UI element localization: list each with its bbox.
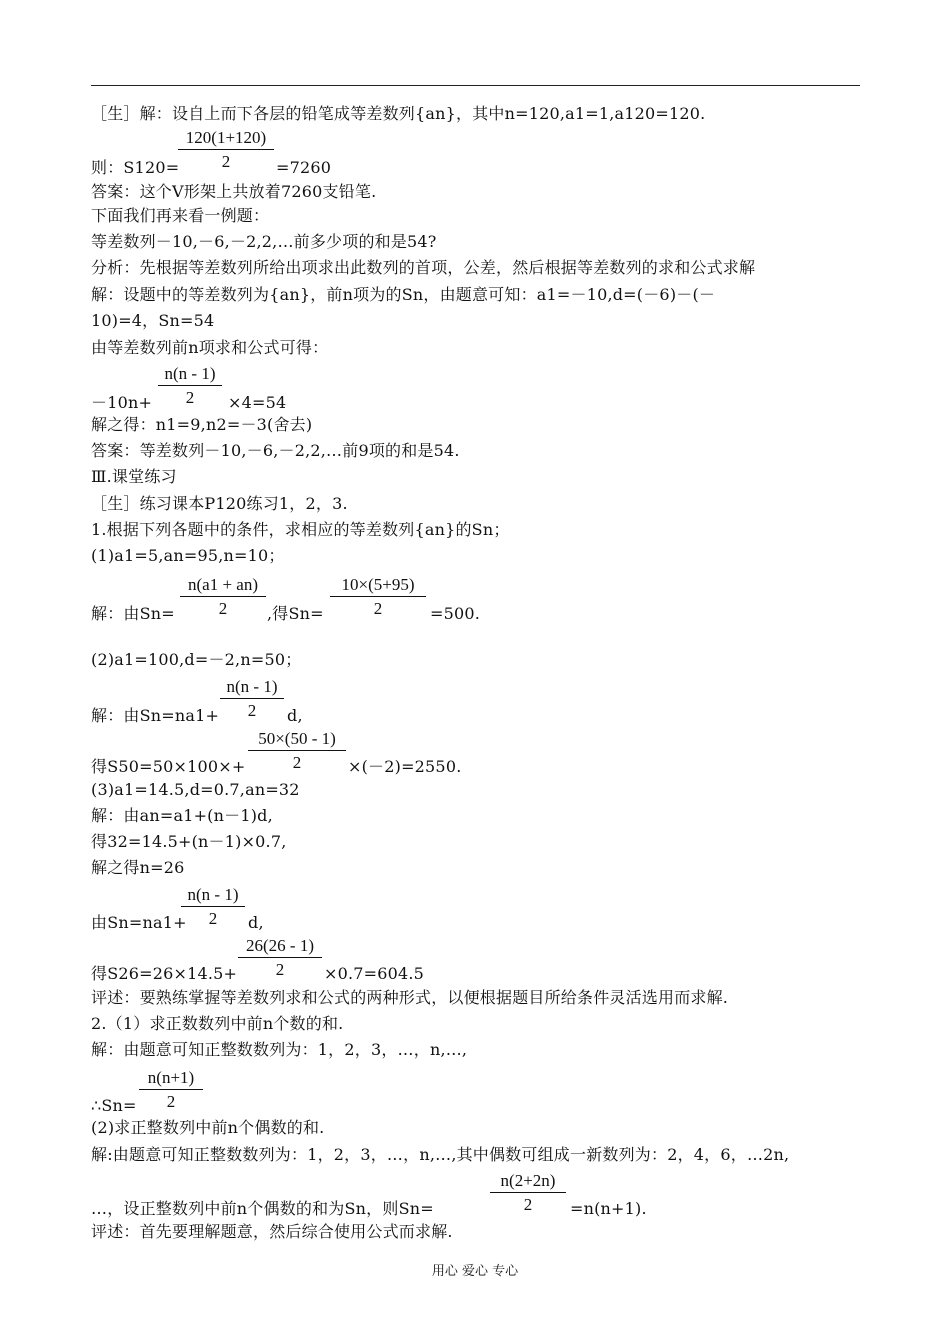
- text-line: －10n+: [91, 393, 153, 412]
- text-line: ［生］解：设自上而下各层的铅笔成等差数列{an}，其中n=120,a1=1,a120=120.: [91, 104, 706, 123]
- section-heading: Ⅲ.课堂练习: [91, 467, 177, 486]
- text-line: 解：由题意可知正整数数列为：1，2，3，…，n,…,: [91, 1040, 468, 1059]
- fraction: [139, 1065, 203, 1115]
- text-line: 由Sn=na1+: [91, 913, 187, 932]
- fraction-denominator: 2: [166, 1092, 176, 1111]
- text-line: 评述：首先要理解题意，然后综合使用公式而求解.: [91, 1222, 453, 1241]
- text-line: 解：由an=a1+(n－1)d,: [91, 806, 273, 825]
- text-line: 评述：要熟练掌握等差数列求和公式的两种形式，以便根据题目所给条件灵活选用而求解.: [91, 988, 729, 1007]
- fraction-denominator: 2: [208, 909, 218, 928]
- text-line: (2)求正整数列中前n个偶数的和.: [91, 1118, 325, 1137]
- text-line: 解之得：n1=9,n2=－3(舍去): [91, 415, 313, 434]
- text-line: =n(n+1).: [570, 1199, 647, 1218]
- fraction-denominator: 2: [523, 1195, 533, 1214]
- fraction-bar: [180, 596, 266, 597]
- text-line: d,: [287, 706, 303, 725]
- text-line: 由等差数列前n项求和公式可得：: [91, 338, 329, 357]
- text-line: (2)a1=100,d=－2,n=50；: [91, 650, 302, 669]
- text-line: 解：由Sn=: [91, 604, 175, 623]
- text-line: 等差数列－10,－6,－2,2,…前多少项的和是54?: [91, 232, 437, 251]
- fraction-denominator: 2: [292, 753, 302, 772]
- text-line: ×4=54: [228, 393, 287, 412]
- fraction: [180, 572, 266, 622]
- text-line: (1)a1=5,an=95,n=10；: [91, 546, 285, 565]
- fraction-denominator: 2: [247, 701, 257, 720]
- text-line: 则：S120=: [91, 158, 180, 177]
- text-line: (3)a1=14.5,d=0.7,an=32: [91, 780, 300, 799]
- fraction-bar: [139, 1089, 203, 1090]
- fraction: [181, 882, 245, 932]
- fraction-bar: [248, 750, 346, 751]
- text-line: 得S50=50×100×+: [91, 757, 246, 776]
- text-line: 得32=14.5+(n－1)×0.7,: [91, 832, 287, 851]
- fraction-denominator: 2: [185, 388, 195, 407]
- text-line: ×0.7=604.5: [324, 964, 425, 983]
- fraction-bar: [158, 385, 222, 386]
- text-line: d,: [248, 913, 264, 932]
- fraction: [238, 933, 322, 983]
- text-line: ×(－2)=2550.: [348, 757, 462, 776]
- fraction-numerator: n(n - 1): [164, 364, 216, 383]
- text-line: 分析：先根据等差数列所给出项求出此数列的首项，公差，然后根据等差数列的求和公式求解: [91, 258, 756, 277]
- text-line: 解：由Sn=na1+: [91, 706, 220, 725]
- fraction: [220, 674, 284, 724]
- fraction-bar: [490, 1192, 566, 1193]
- fraction-numerator: 10×(5+95): [341, 575, 415, 594]
- text-line: =7260: [276, 158, 332, 177]
- fraction-numerator: 120(1+120): [185, 128, 267, 147]
- fraction-denominator: 2: [218, 599, 228, 618]
- text-line: 解之得n=26: [91, 858, 185, 877]
- fraction-denominator: 2: [373, 599, 383, 618]
- fraction-bar: [178, 149, 274, 150]
- fraction: [248, 726, 346, 776]
- text-line: 10)=4，Sn=54: [91, 311, 215, 330]
- header-rule: [91, 85, 860, 86]
- text-line: =500.: [430, 604, 481, 623]
- fraction: [178, 125, 274, 175]
- fraction-denominator: 2: [275, 960, 285, 979]
- text-line: …，设正整数列中前n个偶数的和为Sn，则Sn=: [91, 1199, 434, 1218]
- fraction-bar: [181, 906, 245, 907]
- fraction-numerator: 50×(50 - 1): [258, 729, 336, 748]
- page-footer: 用心 爱心 专心: [431, 1264, 519, 1279]
- fraction: [158, 361, 222, 411]
- text-line: 解：设题中的等差数列为{an}，前n项为的Sn，由题意可知：a1=－10,d=(－6)－(－: [91, 285, 716, 304]
- text-line: ［生］练习课本P120练习1，2，3.: [91, 494, 348, 513]
- text-line: 下面我们再来看一例题：: [91, 206, 270, 225]
- fraction-bar: [330, 596, 426, 597]
- fraction-bar: [238, 957, 322, 958]
- text-line: 解:由题意可知正整数数列为：1，2，3，…，n,…,其中偶数可组成一新数列为：2，4，6，…2n,: [91, 1145, 790, 1164]
- fraction-numerator: n(a1 + an): [187, 575, 258, 594]
- fraction: [330, 572, 426, 622]
- fraction-numerator: n(n - 1): [187, 885, 239, 904]
- text-line: 得S26=26×14.5+: [91, 964, 238, 983]
- text-line: 2.（1）求正数数列中前n个数的和.: [91, 1014, 344, 1033]
- text-line: ,得Sn=: [267, 604, 324, 623]
- fraction-bar: [220, 698, 284, 699]
- fraction-numerator: n(n+1): [147, 1068, 195, 1087]
- text-line: 答案：这个V形架上共放着7260支铅笔.: [91, 182, 377, 201]
- text-line: 答案：等差数列－10,－6,－2,2,…前9项的和是54.: [91, 441, 460, 460]
- fraction-numerator: 26(26 - 1): [246, 936, 314, 955]
- fraction-denominator: 2: [221, 152, 231, 171]
- fraction: [490, 1168, 566, 1218]
- fraction-numerator: n(n - 1): [226, 677, 278, 696]
- fraction-numerator: n(2+2n): [500, 1171, 556, 1190]
- text-line: 1.根据下列各题中的条件，求相应的等差数列{an}的Sn；: [91, 520, 510, 539]
- text-line: ∴Sn=: [91, 1096, 137, 1115]
